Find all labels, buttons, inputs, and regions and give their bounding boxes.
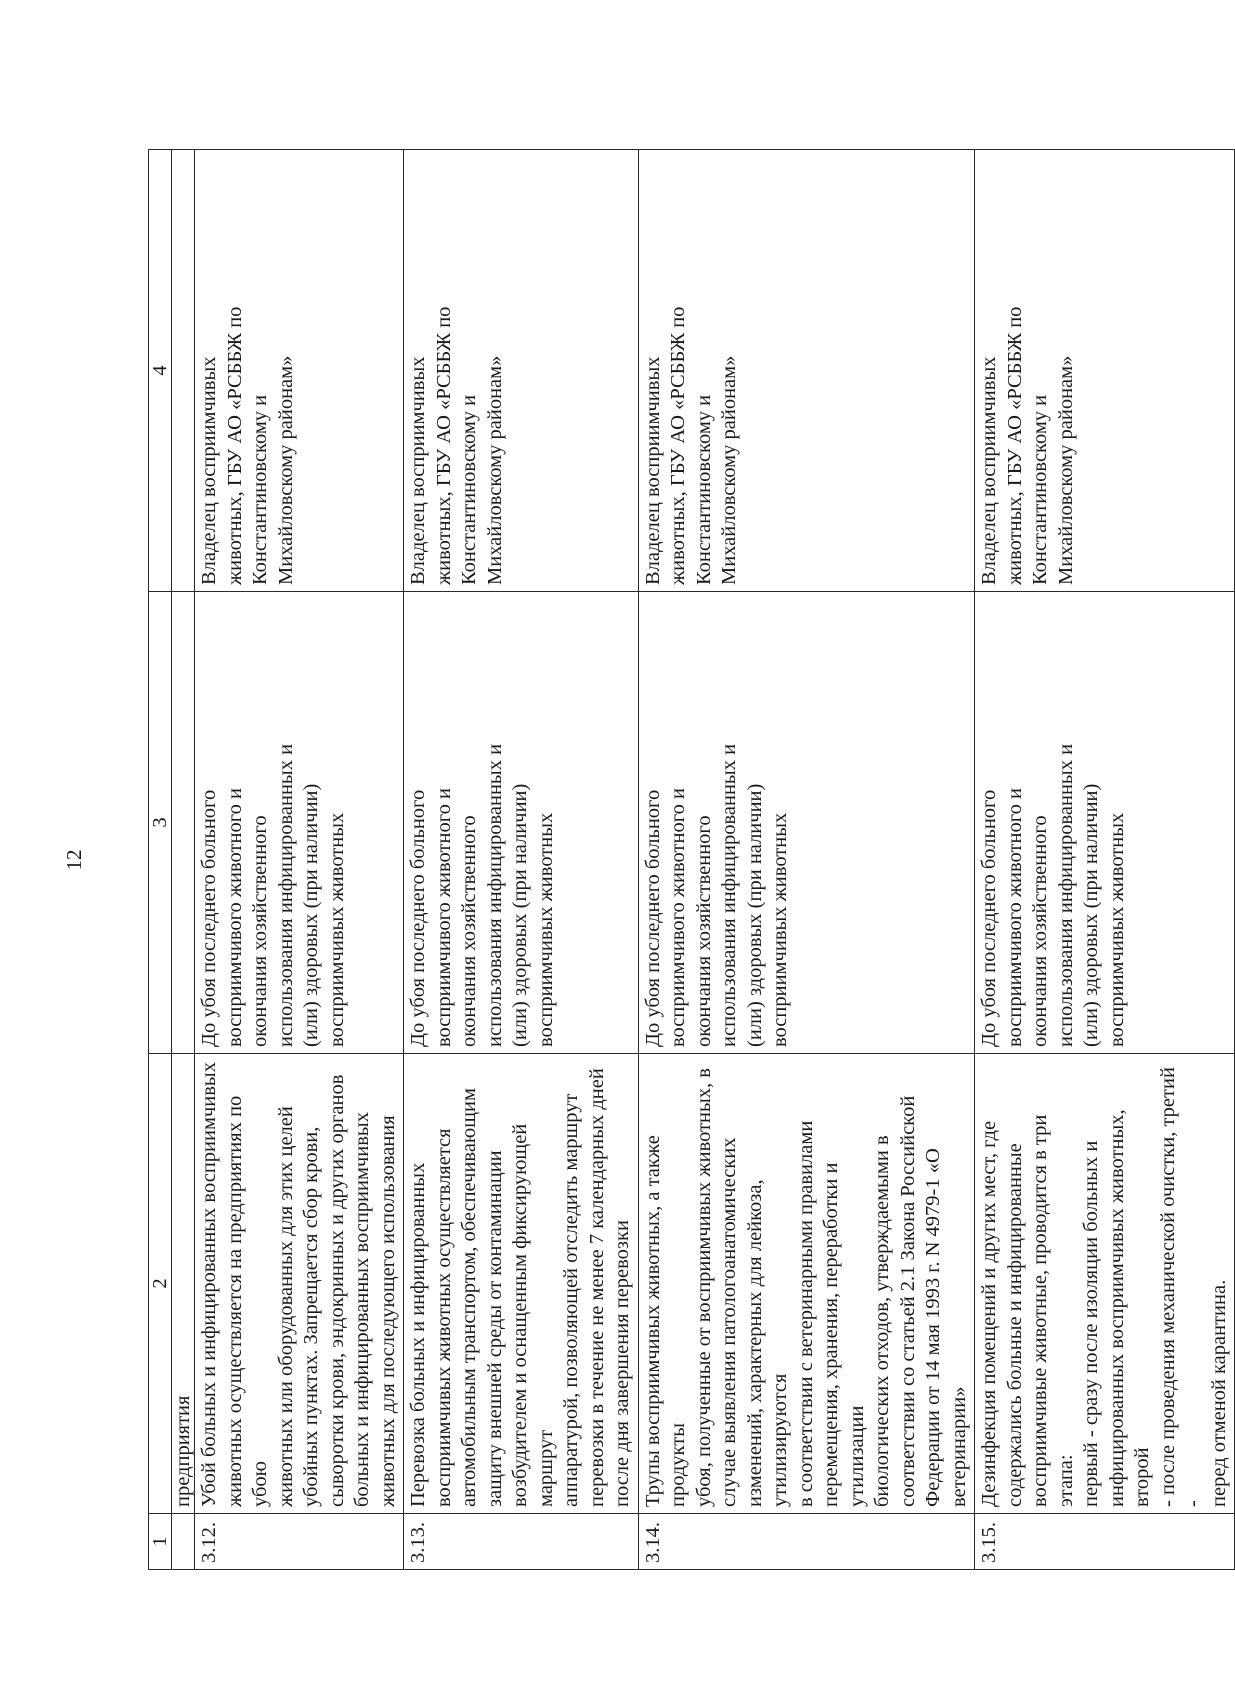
row-responsible: Владелец восприимчивых животных, ГБУ АО «РСББЖ по Константиновскому и Михайловскому районам» — [975, 150, 1235, 592]
measures-table — [148, 149, 1235, 1570]
row-term: До убоя последнего больного восприимчивого животного и окончания хозяйственного использования инфицированных и (или) здоровых (при наличии) восприимчивых животных — [975, 592, 1235, 1054]
table-header-row — [149, 150, 172, 1570]
row-term: До убоя последнего больного восприимчивого животного и окончания хозяйственного использования инфицированных и (или) здоровых (при наличии) восприимчивых животных — [195, 592, 404, 1054]
continuation-responsible-cell — [172, 150, 195, 592]
row-number: 3.12. — [195, 1514, 404, 1570]
row-number: 3.13. — [404, 1514, 639, 1570]
table-row — [404, 150, 639, 1570]
row-responsible: Владелец восприимчивых животных, ГБУ АО «РСББЖ по Константиновскому и Михайловскому районам» — [638, 150, 975, 592]
header-col-1: 1 — [149, 1514, 172, 1570]
row-responsible: Владелец восприимчивых животных, ГБУ АО «РСББЖ по Константиновскому и Михайловскому районам» — [195, 150, 404, 592]
table-row — [638, 150, 975, 1570]
row-number: 3.14. — [638, 1514, 975, 1570]
continuation-num-cell — [172, 1514, 195, 1570]
header-col-3: 3 — [149, 592, 172, 1054]
row-term: До убоя последнего больного восприимчивого животного и окончания хозяйственного использования инфицированных и (или) здоровых (при наличии) восприимчивых животных — [404, 592, 639, 1054]
row-measure: Дезинфекция помещений и других мест, где содержались больные и инфицированные восприимчивые животные, проводится в три этапа: первый - сразу после изоляции больных и инфицированных восприимчивых животных, второй - после проведения механической очистки, третий - перед отменой карантина. — [975, 1054, 1235, 1514]
continuation-row — [172, 150, 195, 1570]
continuation-text: предприятия — [172, 1054, 195, 1514]
row-measure: Трупы восприимчивых животных, а также продукты убоя, полученные от восприимчивых животных, в случае выявления патологоанатомических изменений, характерных для лейкоза, утилизируются в соответствии с ветеринарными правилами перемещения, хранения, переработки и утилизации биологических отходов, утверждаемыми в соответствии со статьей 2.1 Закона Российской Федерации от 14 мая 1993 г. N 4979-1 «О ветеринарии» — [638, 1054, 975, 1514]
row-term: До убоя последнего больного восприимчивого животного и окончания хозяйственного использования инфицированных и (или) здоровых (при наличии) восприимчивых животных — [638, 592, 975, 1054]
header-col-2: 2 — [149, 1054, 172, 1514]
header-col-4: 4 — [149, 150, 172, 592]
row-responsible: Владелец восприимчивых животных, ГБУ АО «РСББЖ по Константиновскому и Михайловскому районам» — [404, 150, 639, 592]
row-measure: Убой больных и инфицированных восприимчивых животных осуществляется на предприятиях по убою животных или оборудованных для этих целей убойных пунктах. Запрещается сбор крови, сыворотки крови, эндокринных и других органов больных и инфицированных восприимчивых животных для последующего использования — [195, 1054, 404, 1514]
row-number: 3.15. — [975, 1514, 1235, 1570]
table-row — [975, 150, 1235, 1570]
page-number: 12 — [62, 849, 86, 871]
rotated-page-content — [62, 150, 1230, 1570]
row-measure: Перевозка больных и инфицированных восприимчивых животных осуществляется автомобильным транспортом, обеспечивающим защиту внешней среды от контаминации возбудителем и оснащенным фиксирующей маршрут аппаратурой, позволяющей отследить маршрут перевозки в течение не менее 7 календарных дней после дня завершения перевозки — [404, 1054, 639, 1514]
table-row — [195, 150, 404, 1570]
continuation-term-cell — [172, 592, 195, 1054]
